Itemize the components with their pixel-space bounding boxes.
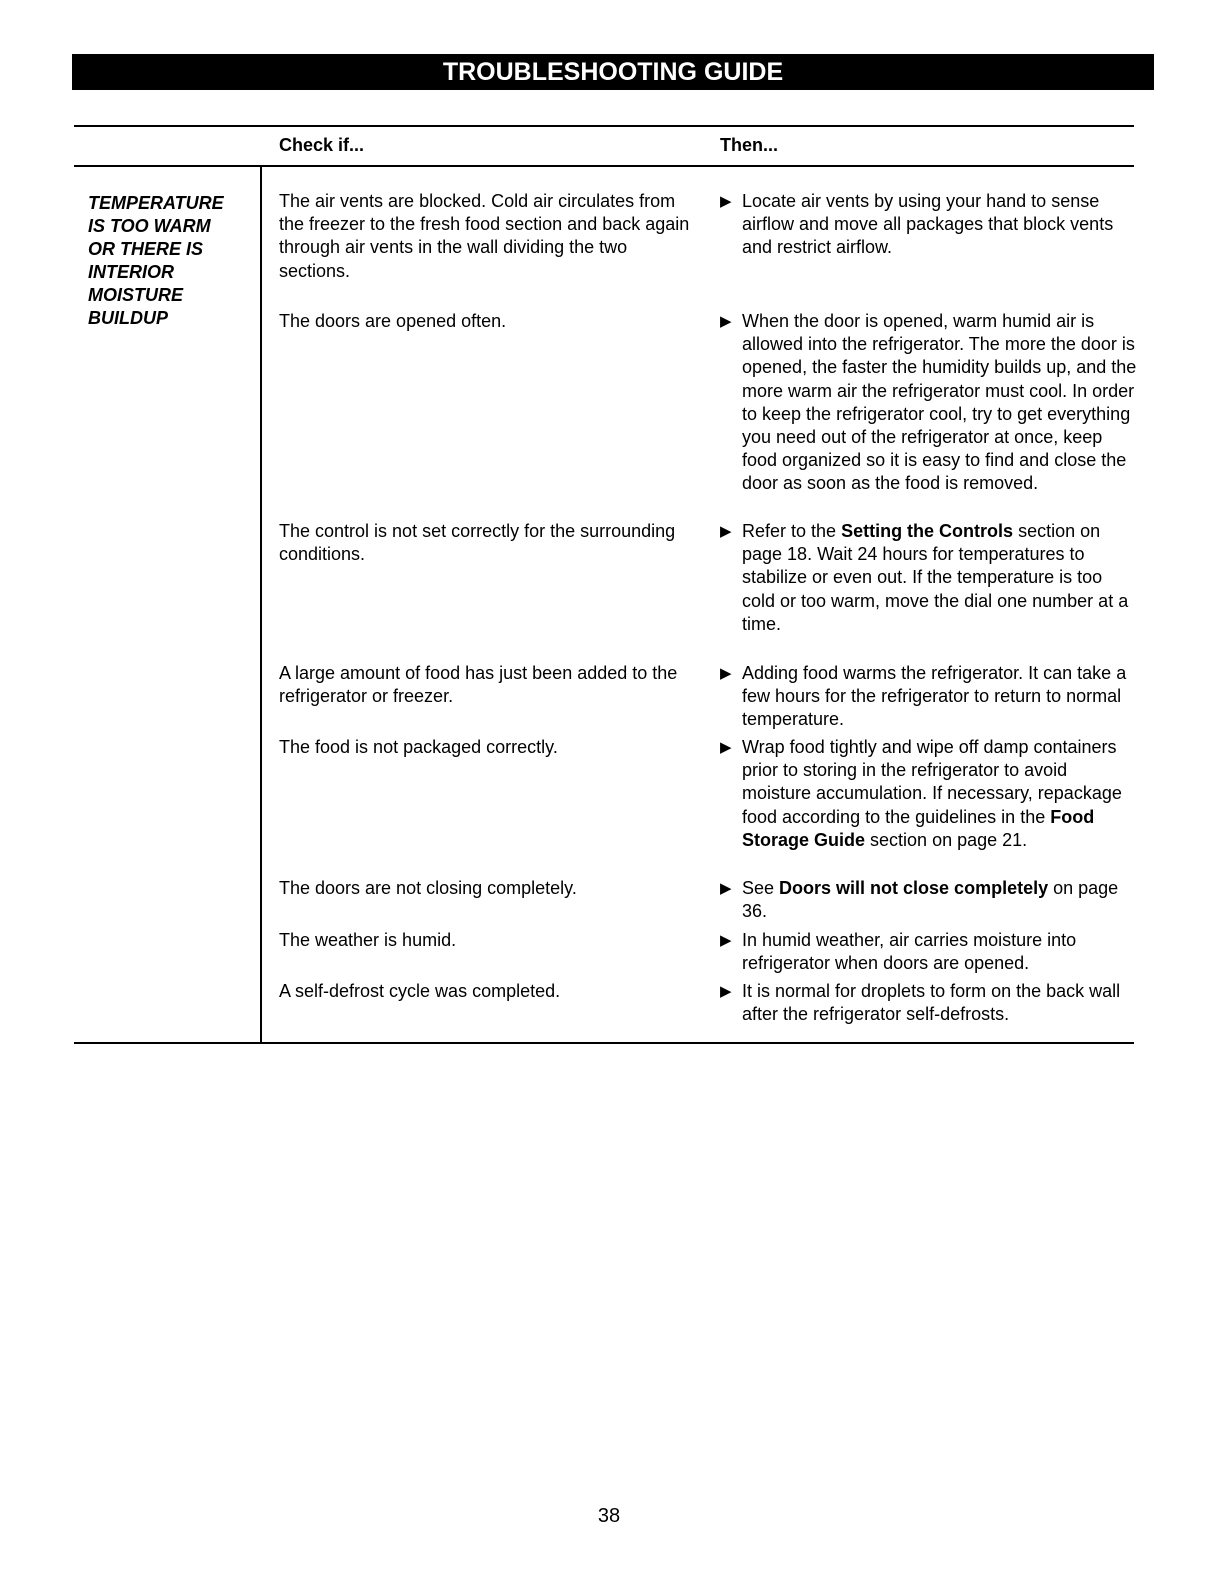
category-divider (260, 167, 262, 1044)
then-control-setting (720, 520, 1140, 636)
section-reference: Doors will not close completely (779, 878, 1049, 898)
section-reference: Setting the Controls (841, 521, 1014, 541)
then-food-added (720, 662, 1140, 732)
category-line: TEMPERATURE (88, 193, 224, 213)
category-line: BUILDUP (88, 308, 168, 328)
page-title-banner: TROUBLESHOOTING GUIDE (72, 54, 1154, 90)
arrow-bullet-icon: ▶ (720, 523, 732, 540)
solution-text: See Doors will not close completely on page 36. (742, 878, 1119, 922)
arrow-bullet-icon: ▶ (720, 739, 732, 756)
solution-text: It is normal for droplets to form on the back wall after the refrigerator self-defrosts. (742, 981, 1121, 1025)
category-line: OR THERE IS (88, 239, 204, 259)
table-bottom-rule (74, 1042, 1134, 1044)
check-doors-opened: The doors are opened often. (279, 311, 507, 331)
check-doors-closing: The doors are not closing completely. (279, 878, 577, 898)
arrow-bullet-icon: ▶ (720, 193, 732, 210)
check-control-setting: The control is not set correctly for the surrounding conditions. (279, 521, 676, 565)
arrow-bullet-icon: ▶ (720, 313, 732, 330)
section-reference: Food Storage Guide (742, 806, 1095, 850)
problem-category (88, 192, 258, 330)
check-air-vents: The air vents are blocked. Cold air circulates from the freezer to the fresh food section and back again through air vents in the wall dividing the two sections. (279, 191, 690, 281)
then-weather-humid (720, 929, 1140, 975)
category-line: IS TOO WARM (88, 216, 211, 236)
check-self-defrost: A self-defrost cycle was completed. (279, 981, 561, 1001)
solution-text: Adding food warms the refrigerator. It can take a few hours for the refrigerator to return to normal temperature. (742, 663, 1127, 730)
page-number: 38 (597, 1505, 621, 1527)
then-self-defrost (720, 980, 1140, 1026)
arrow-bullet-icon: ▶ (720, 880, 732, 897)
check-food-added: A large amount of food has just been added to the refrigerator or freezer. (279, 663, 678, 707)
then-doors-opened (720, 310, 1140, 496)
arrow-bullet-icon: ▶ (720, 932, 732, 949)
header-check-if: Check if... (279, 135, 365, 155)
header-then: Then... (720, 135, 778, 155)
then-air-vents (720, 190, 1140, 260)
solution-text: When the door is opened, warm humid air is allowed into the refrigerator. The more the door is opened, the faster the humidity builds up, and the more warm air the refrigerator must cool. In order to keep the refrigerator cool, try to get everything you need out of the refrigerator at once, keep food organized so it is easy to find and close the door as soon as the food is removed. (742, 311, 1137, 494)
check-weather-humid: The weather is humid. (279, 930, 457, 950)
check-food-packaging: The food is not packaged correctly. (279, 737, 558, 757)
arrow-bullet-icon: ▶ (720, 665, 732, 682)
arrow-bullet-icon: ▶ (720, 983, 732, 1000)
solution-text: Locate air vents by using your hand to sense airflow and move all packages that block vents and restrict airflow. (742, 191, 1114, 258)
category-line: MOISTURE (88, 285, 184, 305)
table-top-rule (74, 125, 1134, 127)
then-doors-closing (720, 877, 1140, 923)
solution-text: Wrap food tightly and wipe off damp containers prior to storing in the refrigerator to avoid moisture accumulation. If necessary, repackage food according to the guidelines in the Food Storage Guide section on page 21. (742, 737, 1122, 850)
solution-text: Refer to the Setting the Controls section on page 18. Wait 24 hours for temperatures to stabilize or even out. If the temperature is too cold or too warm, move the dial one number at a time. (742, 521, 1129, 634)
then-food-packaging (720, 736, 1140, 852)
category-line: INTERIOR (88, 262, 175, 282)
solution-text: In humid weather, air carries moisture into refrigerator when doors are opened. (742, 930, 1077, 974)
header-bottom-rule (74, 165, 1134, 167)
